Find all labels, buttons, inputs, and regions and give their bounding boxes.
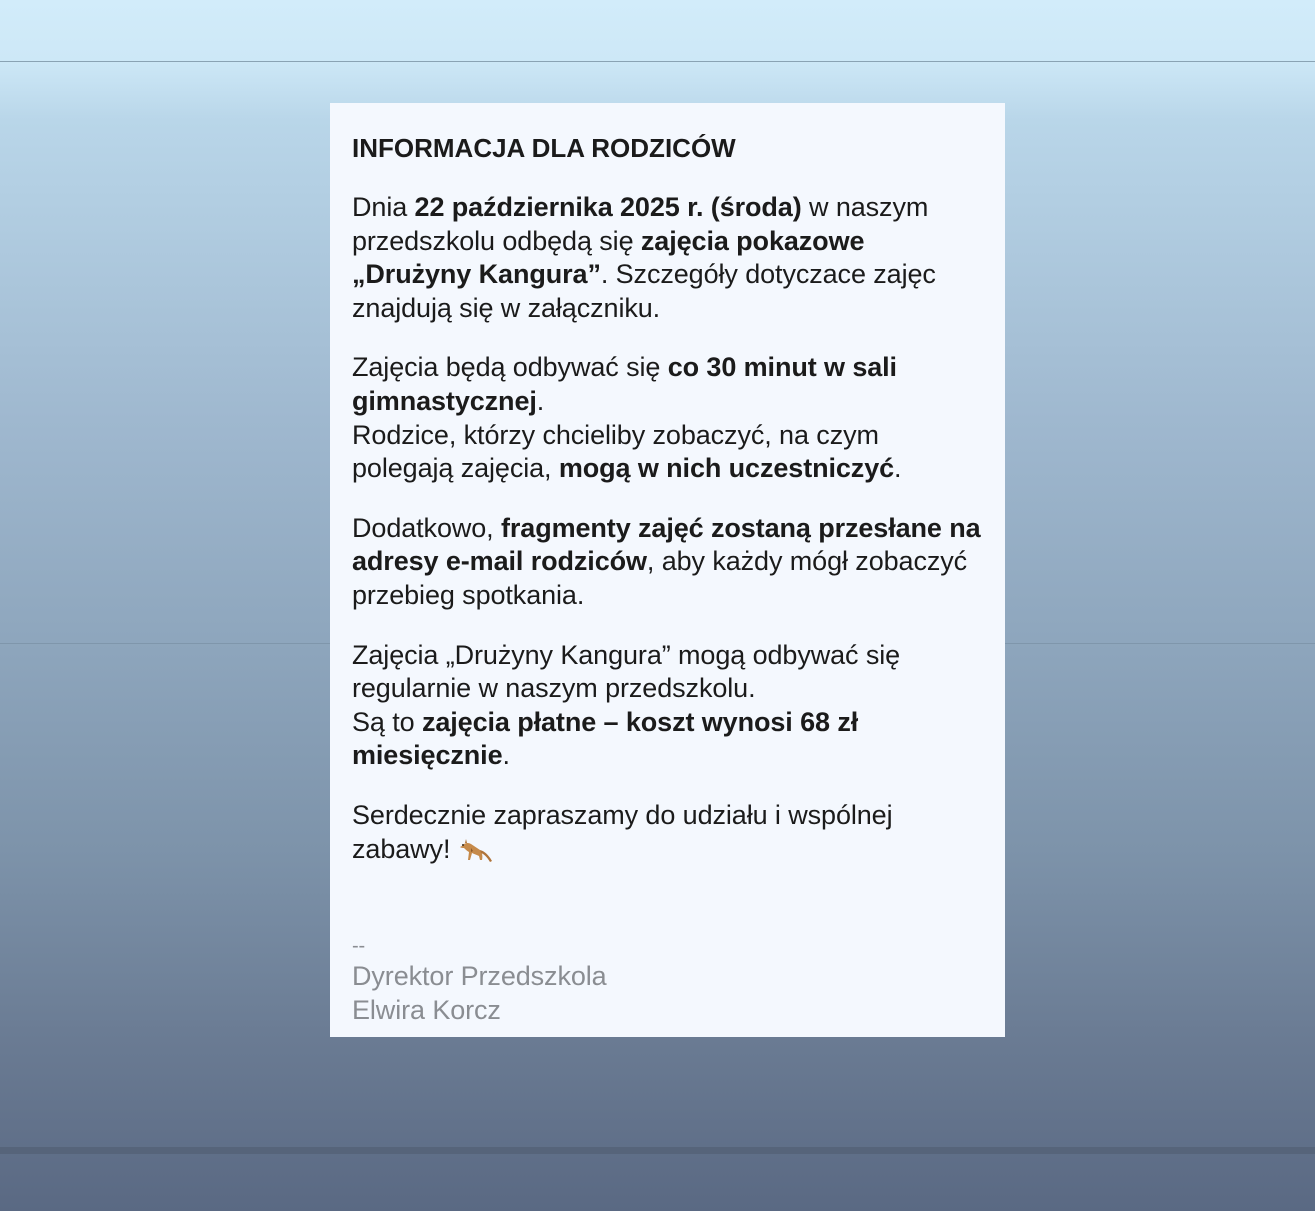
bold-text: fragmenty zajęć zostaną przesłane na: [500, 512, 981, 543]
text: . Szczegóły dotyczace zajęc: [600, 259, 936, 290]
paragraph-date: [352, 191, 1005, 325]
text: Są to: [352, 706, 422, 737]
signature-title: Dyrektor Przedszkola: [352, 961, 607, 991]
date-bold: 22 października 2025 r. (środa): [414, 192, 802, 222]
text: polegają zajęcia,: [352, 453, 559, 484]
bottom-divider: [0, 1147, 1315, 1154]
kangaroo-icon: [458, 834, 494, 864]
text: .: [502, 740, 510, 771]
program-name-bold: „Drużyny Kangura”: [352, 259, 601, 290]
bold-text: co 30 minut w sali: [667, 352, 897, 383]
paragraph-invitation: [352, 799, 1005, 866]
text: .: [894, 453, 902, 484]
bold-text: adresy e-mail rodziców: [352, 546, 647, 577]
notice-heading: INFORMACJA DLA RODZICÓW: [352, 133, 736, 163]
bold-text: miesięcznie: [352, 740, 503, 771]
paragraph-email: [352, 512, 1005, 613]
bold-text: gimnastycznej: [352, 385, 537, 416]
text: , aby każdy mógł zobaczyć: [646, 546, 968, 577]
text: regularnie w naszym przedszkolu.: [352, 673, 756, 704]
notice-card: [330, 103, 1005, 1037]
text: Rodzice, którzy chcieliby zobaczyć, na czym: [352, 419, 879, 450]
text: .: [536, 385, 545, 416]
signature-separator: --: [352, 935, 366, 957]
paragraph-cost: [352, 639, 1005, 773]
text: przebieg spotkania.: [352, 579, 585, 610]
text: znajdują się w załączniku.: [352, 292, 661, 323]
text: zabawy!: [352, 833, 458, 864]
signature-name: Elwira Korcz: [352, 995, 501, 1025]
signature: [352, 933, 607, 1027]
text: Dnia: [352, 192, 415, 222]
text: Dodatkowo,: [352, 512, 501, 543]
price-bold: zajęcia płatne – koszt wynosi 68 zł: [421, 706, 859, 737]
bold-text: mogą w nich uczestniczyć: [558, 453, 895, 484]
bold-text: zajęcia pokazowe: [640, 225, 865, 256]
text: w naszym: [801, 192, 929, 222]
text: Serdecznie zapraszamy do udziału i wspólnej: [352, 799, 893, 830]
text: przedszkolu odbędą się: [352, 225, 641, 256]
text: Zajęcia będą odbywać się: [352, 352, 668, 383]
top-divider: [0, 61, 1315, 62]
text: Zajęcia „Drużyny Kangura” mogą odbywać się: [352, 639, 901, 670]
paragraph-schedule: [352, 351, 1005, 485]
